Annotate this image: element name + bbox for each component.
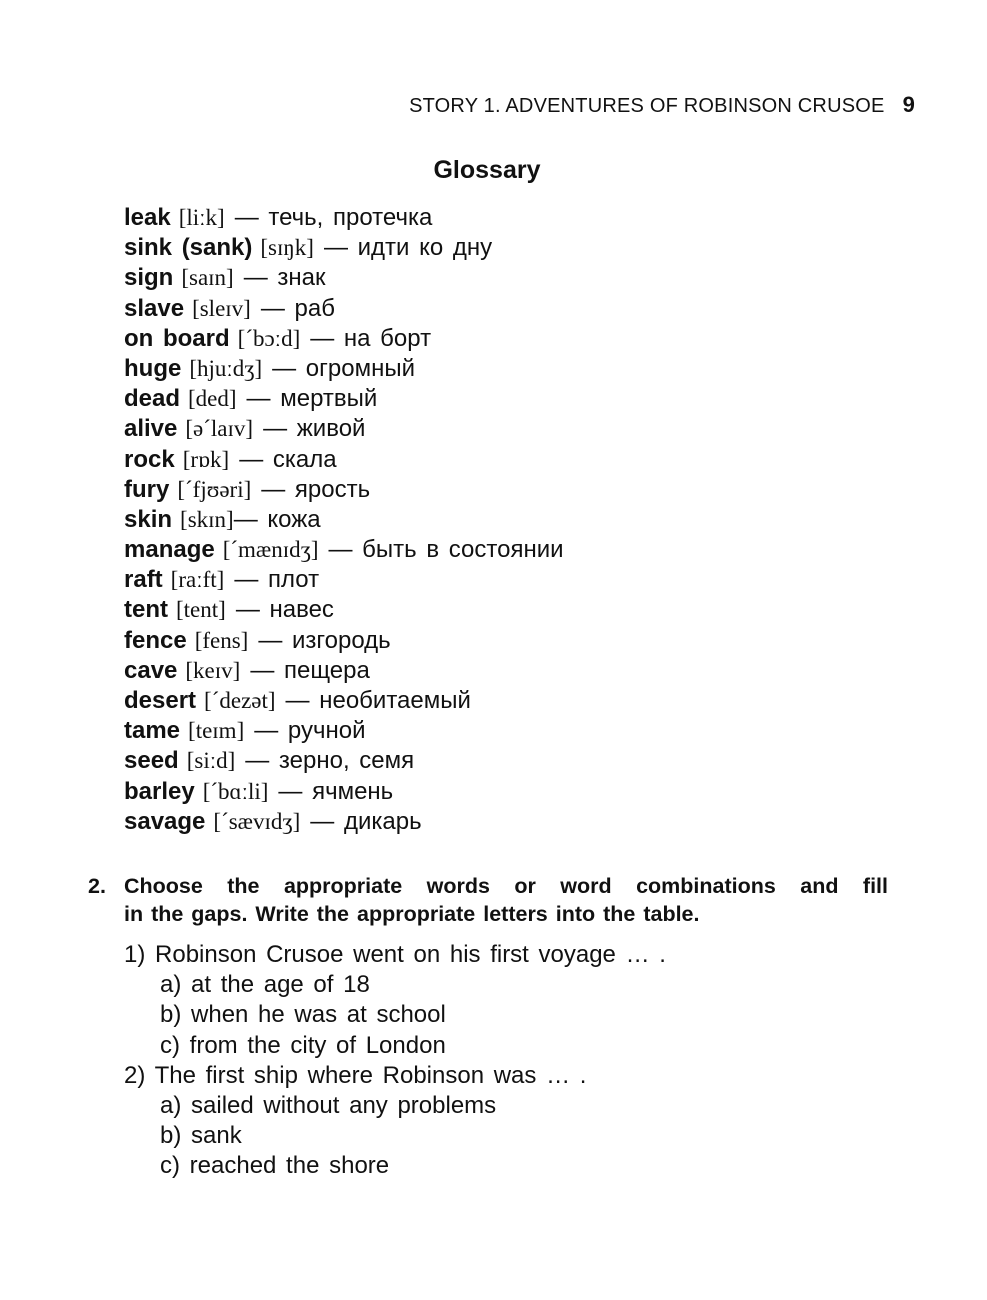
entry-transcription: [raːft]	[170, 567, 225, 593]
entry-translation: — навес	[235, 596, 334, 624]
question-list	[124, 940, 666, 1182]
question-stem: 2) The first ship where Robinson was … .	[124, 1061, 587, 1089]
glossary-entry	[124, 595, 564, 625]
answer-option: a) sailed without any problems	[160, 1091, 497, 1119]
entry-translation: — изгородь	[258, 626, 391, 654]
entry-translation: — скала	[239, 445, 337, 473]
entry-word: skin	[124, 505, 173, 533]
task-text-line-1: Choose the appropriate words or word combinations and fill	[124, 874, 888, 898]
entry-word: sink (sank)	[124, 234, 253, 262]
entry-transcription: [sɪŋk]	[260, 235, 314, 261]
entry-transcription: [´fjʊəri]	[177, 476, 252, 502]
entry-word: slave	[124, 294, 185, 322]
glossary-entry	[124, 626, 564, 656]
entry-translation: — мертвый	[246, 385, 378, 413]
glossary-entry	[124, 716, 564, 746]
entry-translation: — пещера	[250, 656, 370, 684]
glossary-entry	[124, 384, 564, 414]
task-text	[124, 872, 888, 928]
glossary-entry	[124, 535, 564, 565]
answer-option: b) when he was at school	[160, 1001, 446, 1029]
glossary-entry	[124, 324, 564, 354]
entry-word: huge	[124, 354, 182, 382]
entry-word: manage	[124, 536, 215, 564]
glossary-entry	[124, 777, 564, 807]
entry-translation: — знак	[243, 264, 326, 292]
entry-translation: — кожа	[233, 505, 321, 533]
question-stem: 1) Robinson Crusoe went on his first voyage … .	[124, 941, 666, 968]
answer-option: c) reached the shore	[160, 1152, 390, 1180]
entry-transcription: [hjuːdʒ]	[189, 355, 263, 381]
answer-option: c) from the city of London	[160, 1031, 446, 1059]
glossary-entry	[124, 505, 564, 535]
entry-word: cave	[124, 656, 178, 684]
entry-word: on board	[124, 324, 230, 352]
entry-translation: — живой	[263, 415, 366, 443]
entry-transcription: [´mænɪdʒ]	[222, 537, 319, 563]
entry-transcription: [´dezət]	[204, 688, 276, 713]
entry-translation: — ярость	[261, 475, 371, 503]
entry-translation: — плот	[234, 566, 320, 594]
entry-transcription: [tent]	[176, 597, 226, 623]
entry-word: tent	[124, 596, 168, 624]
glossary-entry	[124, 686, 564, 716]
entry-word: sign	[124, 264, 174, 292]
answer-option: b) sank	[160, 1122, 242, 1150]
entry-word: savage	[124, 807, 206, 835]
glossary-entry	[124, 656, 564, 686]
entry-word: alive	[124, 415, 178, 443]
entry-word: leak	[124, 204, 171, 231]
entry-word: seed	[124, 747, 179, 775]
entry-transcription: [ded]	[188, 386, 237, 412]
glossary-entry	[124, 746, 564, 776]
entry-translation: — дикарь	[310, 807, 422, 835]
glossary-entry	[124, 233, 564, 263]
entry-translation: — огромный	[272, 354, 416, 382]
glossary-entry	[124, 565, 564, 595]
glossary-entry	[124, 475, 564, 505]
task-instruction	[88, 872, 888, 928]
glossary-entry	[124, 294, 564, 324]
entry-word: tame	[124, 717, 181, 745]
running-title: STORY 1. ADVENTURES OF ROBINSON CRUSOE	[409, 95, 885, 117]
task-text-line-2: in the gaps. Write the appropriate letters into the table.	[124, 902, 700, 926]
entry-transcription: [siːd]	[186, 748, 236, 774]
glossary-entry	[124, 354, 564, 384]
entry-transcription: [´bɔːd]	[237, 325, 301, 351]
entry-translation: — зерно, семя	[245, 747, 415, 775]
entry-translation: — ручной	[254, 717, 366, 745]
entry-transcription: [´sævɪdʒ]	[213, 808, 301, 834]
entry-translation: — раб	[260, 294, 335, 322]
entry-transcription: [fens]	[194, 627, 249, 653]
entry-translation: — быть в состоянии	[328, 536, 564, 564]
entry-transcription: [ə´laɪv]	[185, 416, 254, 442]
answer-option: a) at the age of 18	[160, 971, 370, 999]
entry-word: fence	[124, 626, 187, 654]
entry-translation: — ячмень	[278, 777, 394, 805]
entry-transcription: [keɪv]	[185, 657, 241, 683]
entry-transcription: [´bɑːli]	[202, 778, 269, 804]
entry-transcription: [liːk]	[178, 205, 225, 230]
glossary-entry	[124, 263, 564, 293]
page-number: 9	[902, 92, 915, 117]
entry-translation: — идти ко дну	[323, 234, 493, 262]
entry-word: rock	[124, 445, 175, 473]
entry-word: barley	[124, 777, 195, 805]
running-head	[409, 92, 915, 118]
glossary-entry	[124, 414, 564, 444]
glossary-entry	[124, 807, 564, 837]
entry-word: raft	[124, 566, 163, 594]
entry-translation: — на борт	[310, 324, 432, 352]
entry-transcription: [sleɪv]	[192, 295, 251, 321]
entry-transcription: [saɪn]	[181, 265, 234, 291]
entry-word: fury	[124, 475, 170, 503]
entry-transcription: [teɪm]	[188, 718, 245, 744]
entry-word: dead	[124, 385, 181, 413]
glossary-title: Glossary	[433, 156, 541, 184]
entry-transcription: [skɪn]	[180, 506, 234, 532]
entry-translation: — необитаемый	[285, 687, 471, 714]
entry-word: desert	[124, 687, 197, 714]
task-number: 2.	[88, 874, 106, 898]
glossary-entry	[124, 203, 564, 233]
entry-transcription: [rɒk]	[182, 446, 230, 472]
glossary-list	[124, 203, 564, 837]
glossary-entry	[124, 445, 564, 475]
entry-translation: — течь, протечка	[234, 204, 433, 231]
